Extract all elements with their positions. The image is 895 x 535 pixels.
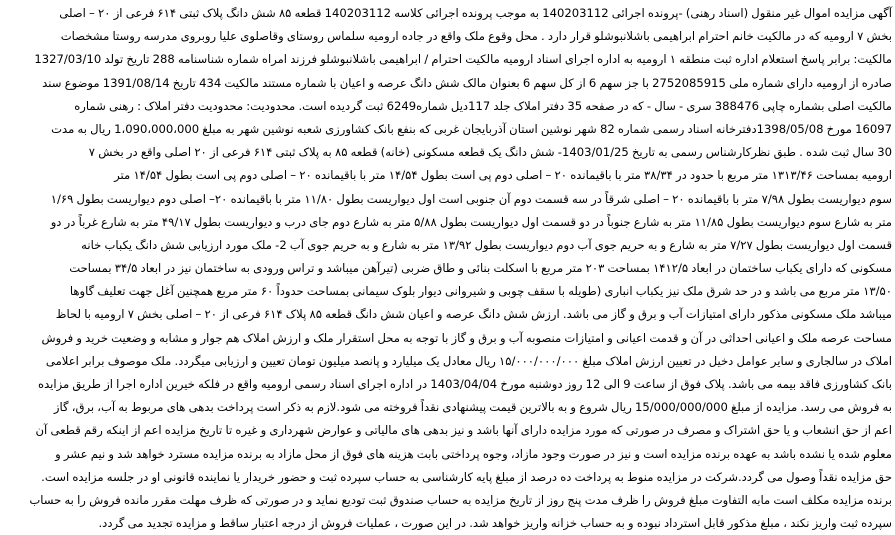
notice-line: مساحت عرصه ملک و اعیانی احداثی در آن و قدمت اعیانی و امتیازات منصوبه آب و برق و گاز با توجه به محل استقرار ملک و ارزش املاک هم جوار و مشابه و وضعیت خرید و فروش <box>41 330 892 345</box>
notice-line: برنده مزایده مکلف است مابه التفاوت مبلغ فروش را ظرف مدت پنج روز از تاریخ مزایده به حساب صندوق ثبت تودیع نماید و در صورتی که ظرف مهلت مقرر مانده فروش را به حساب <box>29 492 892 507</box>
notice-line: متر به شارع سوم دیواریست بطول ۱۱/۸۵ متر به شارع جنوباً در دو قسمت اول دیواریست بطول ۵/۸۸ متر به شارع دوم جای درب و دیواریست بطول ۴۹/۱۷ متر به شارع غرباً در دو <box>50 214 892 229</box>
notice-line: معلوم شده یا نشده باشد به عهده برنده مزایده است و نیز در صورت وجود مازاد، وجوه پرداختی بابت هزینه های فوق از محل مازاد به برنده مزایده مسترد خواهد شد و نیم عشر و <box>55 446 892 461</box>
notice-line: اعم از حق انشعاب و یا حق اشتراک و مصرف در صورتی که مورد مزایده دارای آنها باشد و نیز بدهی های مالیاتی و عوارض شهرداری و غیره تا تاریخ مزایده اعم از اینکه رقم قطعی آن <box>35 423 892 438</box>
notice-line: املاک در سالجاری و سایر عوامل دخیل در تعیین ارزش املاک مبلغ ۱۵/۰۰۰/۰۰۰/۰۰۰ ریال معادل یک میلیارد و پانصد میلیون تومان تعیین و ارزیابی میگردد. ملک موصوف برابر اعلامی <box>45 353 892 368</box>
notice-line: مسکونی که دارای یکباب ساختمان در ابعاد ۱۴۱۲/۵ بمساحت ۲۰۳ متر مربع با اسکلت بنائی و طاق ضربی (تیرآهن میباشد و تراس ورودی به ساختمان نیز در ابعاد ۳۴/۵ بمساحت <box>69 261 892 276</box>
notice-line: ۱۳/۵۰ متر مربع می باشد و در حد شرق ملک نیز یکباب انباری (طویله با سقف چوبی و شیروانی دیوار بلوک سیمانی بمساحت حدوداً ۶۰ متر مربع همچنین آغل جهت تعلیف گاوها <box>69 284 892 299</box>
notice-line: ارومیه بمساحت ۱۳۱۳/۴۶ متر مربع با حدود در ۳۸/۳۴ متر با باقیمانده ۲۰ – اصلی دوم پی است بطول ۱۴/۵۴ متر با باقیمانده ۲۰ – اصلی دوم پی است بطول ۱۴/۵۴ متر <box>114 168 892 183</box>
auction-notice <box>3 2 892 531</box>
notice-line: مالکیت: برابر پاسخ استعلام اداره ثبت منطقه ۱ ارومیه به اداره اجرای اسناد ارومیه مالکیت احترام / ابراهیمی باشلانبوشلو فرزند امراه شماره شناسنامه 288 تاریخ تولد 1327/03/10 <box>34 52 892 67</box>
notice-line: سپرده ثبت واریز نکند ، مبلغ مذکور قابل استرداد نبوده و به حساب خزانه واریز خواهد شد. در این صورت ، عملیات فروش از درجه اعتبار ساقط و مزایده تجدید می گردد. <box>98 516 892 531</box>
notice-line: بخش ۷ ارومیه که در مالکیت خانم احترام ابراهیمی باشلانبوشلو قرار دارد . محل وقوع ملک واقع در جاده ارومیه سلماس روستای وقاصلوی علیا روبروی مدرسه روستا مشخصات <box>60 29 892 44</box>
notice-line: میباشد ملک مسکونی مذکور دارای امتیازات آب و برق و گاز می باشد. ارزش شش دانگ عرصه و اعیان شش دانگ قطعه ۸۵ پلاک ۶۱۴ فرعی از ۲۰ – اصلی بخش ۷ ارومیه با لحاظ <box>55 307 892 322</box>
notice-line: قسمت اول دیواریست بطول ۷/۲۷ متر به شارع و به حریم جوی آب دوم دیواریست بطول ۱۳/۹۲ متر به شارع و به حریم جوی آب 2- ملک مورد ارزیابی شش دانگ یکباب خانه <box>81 237 892 252</box>
notice-line: به فروش می رسد. مزایده از مبلغ 15/000/000/000 ریال شروع و به بالاترین قیمت پیشنهادی نقداً فروخته می شود.لازم به ذکر است پرداخت بدهی های مربوط به آب، برق، گاز <box>53 400 892 415</box>
notice-line: مالکیت اصلی بشماره چاپی 388476 سری - سال - که در صفحه 35 دفتر املاک جلد 117دیل شماره6249 ثبت گردیده است. محدودیت: محدودیت دفتر املاک : رهنی شماره <box>74 98 892 113</box>
notice-line: 30 سال ثبت شده . طبق نظرکارشناس رسمی به تاریخ 1403/01/25- شش دانگ یک قطعه مسکونی (خانه) قطعه ۸۵ به پلاک ثبتی ۶۱۴ فرعی از ۲۰ اصلی واقع در بخش ۷ <box>88 145 892 160</box>
notice-line: بانک کشاورزی فاقد بیمه می باشد. پلاک فوق از ساعت 9 الی 12 روز دوشنبه مورخ 1403/04/04 در اداره اجرای اسناد رسمی ارومیه واقع در فلکه خیرین اداره اجرا از طریق مزایده <box>38 377 892 391</box>
notice-line: صادره از ارومیه دارای شماره ملی 2752085915 با جز سهم 6 از کل سهم 6 بعنوان مالک شش دانگ عرصه و اعیان با شماره مستند مالکیت 434 تاریخ 1391/08/14 موضوع سند <box>42 75 892 90</box>
notice-line: 16097 مورخ 1398/05/08دفترخانه اسناد رسمی شماره 82 شهر نوشین استان آذربایجان غربی که بنفع بانک کشاورزی شعبه نوشین شهر به مبلغ 1،090،000،000 ریال به مدت <box>51 121 892 136</box>
notice-line: حق مزایده نقداً وصول می گردد.شرکت در مزایده منوط به پرداخت ده درصد از مبلغ پایه کارشناسی به حساب سپرده ثبت و حضور خریدار یا نماینده قانونی او در جلسه مزایده است. <box>41 469 892 484</box>
notice-line: آگهی مزایده اموال غیر منقول (اسناد رهنی) -پرونده اجرائی 140203112 به موجب پرونده اجرائی کلاسه 140203112 قطعه ۸۵ شش دانگ پلاک ثبتی ۶۱۴ فرعی از ۲۰ – اصلی <box>59 6 892 20</box>
notice-line: سوم دیواریست بطول ۷/۹۸ متر با باقیمانده ۲۰ – اصلی شرقاً در سه قسمت دوم آن جنوبی است اول دیواریست بطول ۱۱/۸۰ متر با باقیمانده ۲۰– اصلی دوم دیواریست بطول ۱/۶۹ <box>50 191 892 206</box>
